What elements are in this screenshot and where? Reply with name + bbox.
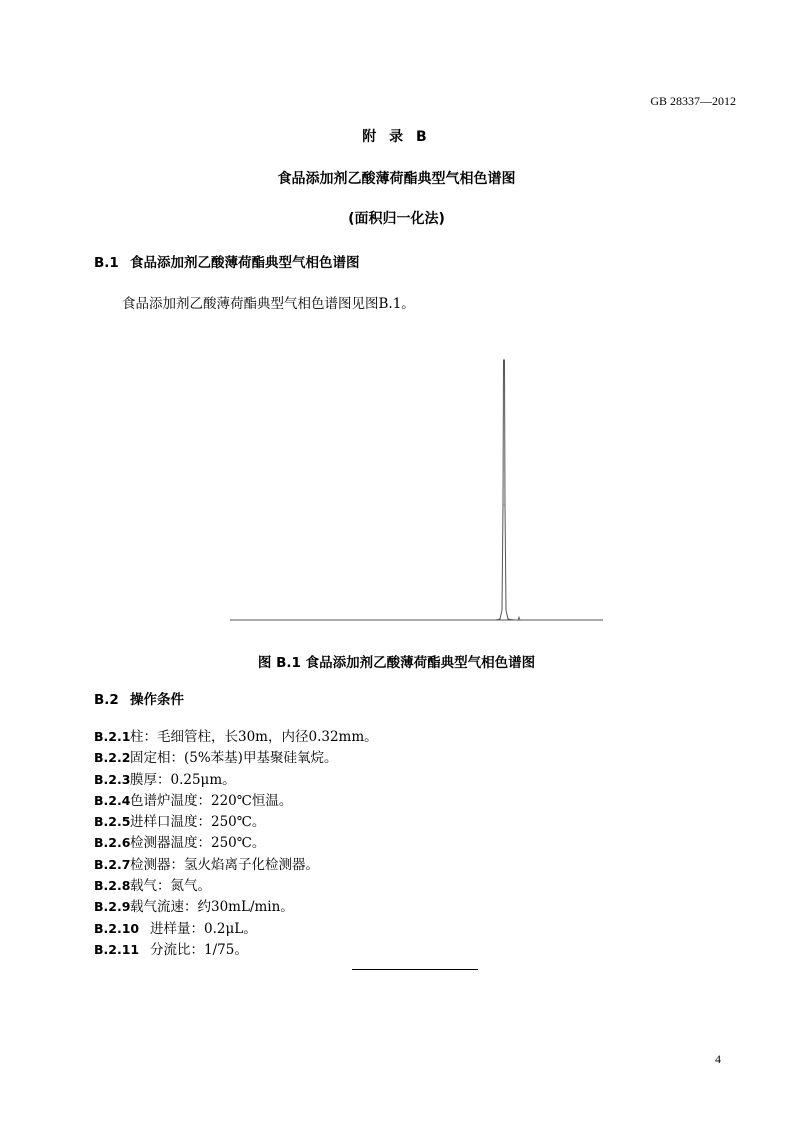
list-item (94, 896, 378, 917)
item-text: 进样口温度：250℃。 (130, 814, 266, 831)
section-b2-title: 操作条件 (130, 692, 184, 708)
standard-code: GB 28337—2012 (650, 94, 736, 108)
item-number: B.2.4 (94, 792, 131, 808)
appendix-title: 食品添加剂乙酸薄荷酯典型气相色谱图 (277, 171, 516, 187)
list-item (94, 875, 378, 896)
item-number: B.2.9 (94, 899, 131, 915)
section-b1-title: 食品添加剂乙酸薄荷酯典型气相色谱图 (130, 255, 360, 271)
end-of-appendix-rule (352, 969, 478, 970)
item-number: B.2.2 (94, 750, 131, 766)
item-number: B.2.8 (94, 878, 131, 894)
item-number: B.2.11 (94, 941, 140, 957)
item-number: B.2.6 (94, 835, 131, 851)
appendix-label: 附 录 B (362, 129, 431, 145)
chromatogram-main-peak (496, 360, 514, 620)
section-b1-number: B.1 (94, 255, 119, 271)
item-text: 分流比：1/75。 (150, 941, 248, 958)
list-item (94, 832, 378, 853)
item-text: 检测器：氢火焰离子化检测器。 (130, 856, 319, 873)
list-item (94, 790, 378, 811)
list-item (94, 854, 378, 875)
section-b1-paragraph: 食品添加剂乙酸薄荷酯典型气相色谱图见图B.1。 (122, 296, 415, 312)
list-item (94, 811, 378, 832)
item-text: 膜厚：0.25μm。 (130, 771, 236, 788)
chromatogram-figure (230, 355, 605, 625)
appendix-subtitle: (面积归一化法) (348, 211, 445, 227)
item-number: B.2.5 (94, 814, 131, 830)
item-text: 色谱炉温度：220℃恒温。 (130, 792, 293, 809)
item-number: B.2.10 (94, 920, 140, 936)
list-item (94, 939, 378, 960)
item-text: 检测器温度：250℃。 (130, 835, 266, 852)
list-item (94, 769, 378, 790)
item-text: 固定相：(5%苯基)甲基聚硅氧烷。 (130, 750, 338, 767)
item-text: 载气：氮气。 (130, 878, 211, 895)
list-item (94, 747, 378, 768)
figure-caption: 图 B.1 食品添加剂乙酸薄荷酯典型气相色谱图 (257, 655, 536, 671)
list-item (94, 726, 378, 747)
item-number: B.2.1 (94, 729, 131, 744)
section-b2-number: B.2 (94, 692, 119, 708)
operating-conditions-list (94, 726, 378, 960)
item-number: B.2.3 (94, 771, 131, 787)
item-number: B.2.7 (94, 856, 131, 872)
item-text: 载气流速：约30mL/min。 (130, 899, 294, 916)
section-b1-heading (94, 251, 360, 271)
item-text: 进样量：0.2μL。 (150, 920, 257, 937)
page-number: 4 (715, 1052, 721, 1066)
list-item (94, 918, 378, 939)
item-text: 柱：毛细管柱，长30m，内径0.32mm。 (130, 729, 378, 745)
section-b2-heading (94, 688, 184, 708)
